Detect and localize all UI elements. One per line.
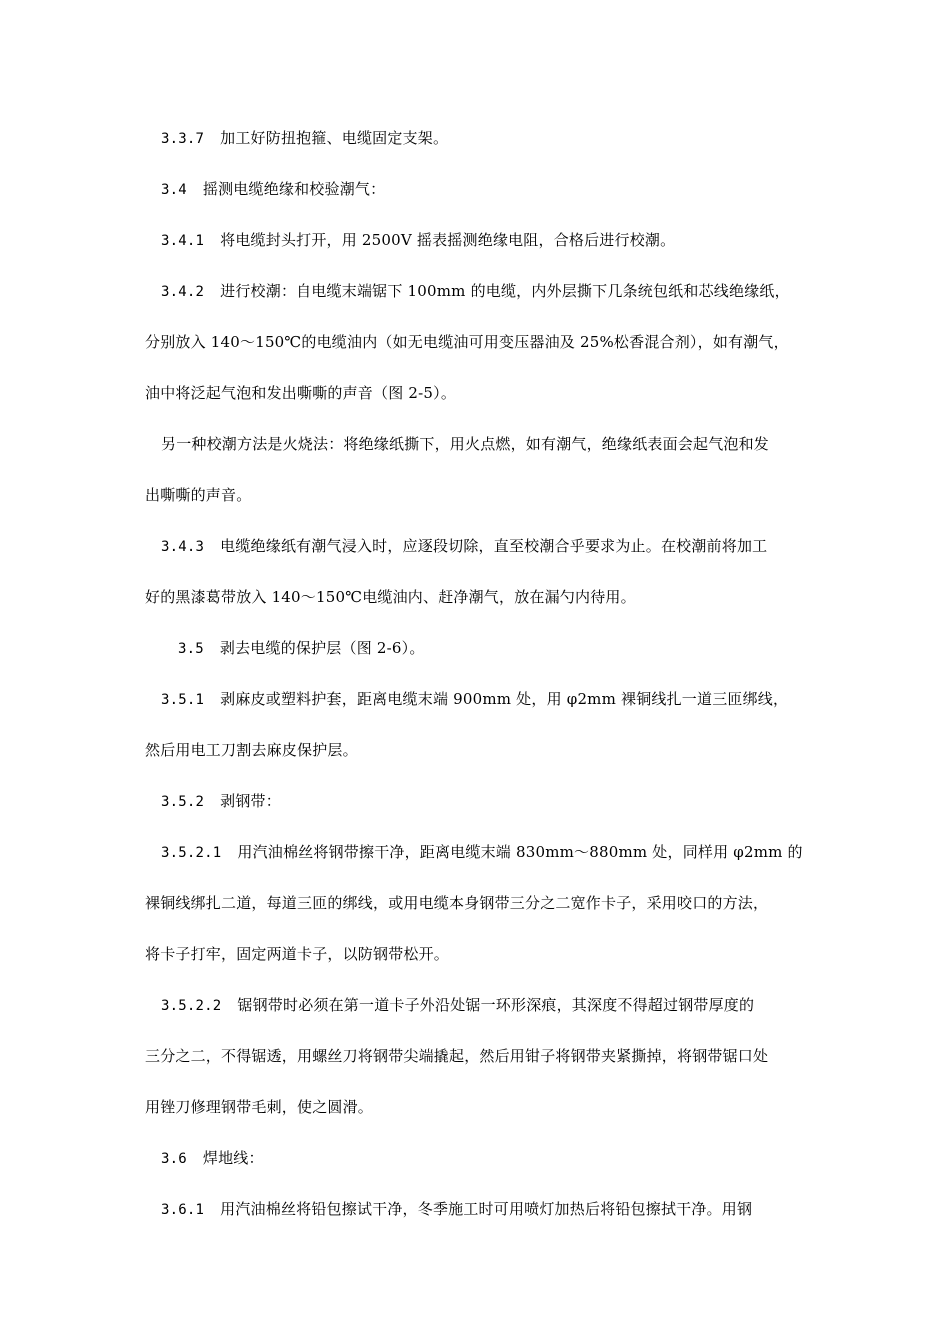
para-text: 好的黑漆葛带放入 140～150℃电缆油内、赶净潮气，放在漏勺内待用。 <box>145 588 636 606</box>
para-text: 电缆绝缘纸有潮气浸入时，应逐段切除，直至校潮合乎要求为止。在校潮前将加工 <box>220 537 768 555</box>
para-3-4-2-line3 <box>145 381 825 405</box>
section-number: 3.6.1 <box>161 1202 205 1218</box>
section-number: 3.5.2.1 <box>161 845 222 861</box>
para-text: 三分之二，不得锯透，用螺丝刀将钢带尖端撬起，然后用钳子将钢带夹紧撕掉，将钢带锯口处 <box>145 1047 769 1065</box>
para-text: 另一种校潮方法是火烧法：将绝缘纸撕下，用火点燃，如有潮气，绝缘纸表面会起气泡和发 <box>161 435 770 453</box>
section-number: 3.3.7 <box>161 131 205 147</box>
para-text: 用汽油棉丝将铅包擦试干净，冬季施工时可用喷灯加热后将铅包擦拭干净。用钢 <box>220 1200 753 1218</box>
section-number: 3.5.2 <box>161 794 205 810</box>
heading-3-5-2 <box>145 789 841 813</box>
section-number: 3.4.1 <box>161 233 205 249</box>
para-text: 剥钢带： <box>220 792 281 810</box>
para-text: 将电缆封头打开，用 2500V 摇表摇测绝缘电阻，合格后进行校潮。 <box>220 231 676 249</box>
section-number: 3.5.2.2 <box>161 998 222 1014</box>
para-3-5-2-1-line1 <box>145 840 841 864</box>
para-text: 然后用电工刀割去麻皮保护层。 <box>145 741 358 759</box>
section-number: 3.4.3 <box>161 539 205 555</box>
para-fire-method-line1 <box>145 432 841 456</box>
para-3-5-1-line1 <box>145 687 841 711</box>
para-text: 将卡子打牢，固定两道卡子，以防钢带松开。 <box>145 945 450 963</box>
para-3-4-3-line1 <box>145 534 841 558</box>
para-text: 用锉刀修理钢带毛刺，使之圆滑。 <box>145 1098 374 1116</box>
heading-3-6 <box>145 1146 841 1170</box>
para-3-5-2-2-line2 <box>145 1044 825 1068</box>
para-3-5-2-1-line3 <box>145 942 825 966</box>
para-text: 加工好防扭抱箍、电缆固定支架。 <box>220 129 449 147</box>
section-number: 3.6 <box>161 1151 187 1167</box>
para-text: 裸铜线绑扎二道，每道三匝的绑线，或用电缆本身钢带三分之二宽作卡子，采用咬口的方法， <box>145 894 769 912</box>
para-text: 出嘶嘶的声音。 <box>145 486 252 504</box>
para-text: 焊地线： <box>202 1149 264 1167</box>
para-3-4-2-line2 <box>145 330 825 354</box>
para-text: 摇测电缆绝缘和校验潮气： <box>202 180 386 198</box>
section-number: 3.5.1 <box>161 692 205 708</box>
para-text: 剥麻皮或塑料护套，距离电缆末端 900mm 处，用 φ2mm 裸铜线扎一道三匝绑线， <box>220 690 789 708</box>
para-3-5-1-line2 <box>145 738 825 762</box>
para-text: 用汽油棉丝将钢带擦干净，距离电缆末端 830mm～880mm 处，同样用 φ2mm 的 <box>237 843 803 861</box>
section-number: 3.4 <box>161 182 187 198</box>
para-3-5-2-2-line1 <box>145 993 841 1017</box>
para-fire-method-line2 <box>145 483 825 507</box>
section-number: 3.5 <box>178 641 204 657</box>
para-text: 进行校潮：自电缆末端锯下 100mm 的电缆，内外层撕下几条统包纸和芯线绝缘纸， <box>220 282 790 300</box>
section-number: 3.4.2 <box>161 284 205 300</box>
para-text: 分别放入 140～150℃的电缆油内（如无电缆油可用变压器油及 25%松香混合剂），如有潮气， <box>145 333 789 351</box>
para-3-5-2-2-line3 <box>145 1095 825 1119</box>
para-3-3-7 <box>145 126 841 150</box>
para-3-5-2-1-line2 <box>145 891 825 915</box>
para-3-6-1-line1 <box>145 1197 841 1221</box>
para-3-4-2-line1 <box>145 279 841 303</box>
para-3-4-3-line2 <box>145 585 825 609</box>
para-text: 油中将泛起气泡和发出嘶嘶的声音（图 2-5）。 <box>145 384 457 402</box>
heading-3-4 <box>145 177 841 201</box>
para-text: 剥去电缆的保护层（图 2-6）。 <box>219 639 425 657</box>
para-text: 锯钢带时必须在第一道卡子外沿处锯一环形深痕，其深度不得超过钢带厚度的 <box>237 996 755 1014</box>
para-3-4-1 <box>145 228 841 252</box>
heading-3-5 <box>145 636 858 660</box>
